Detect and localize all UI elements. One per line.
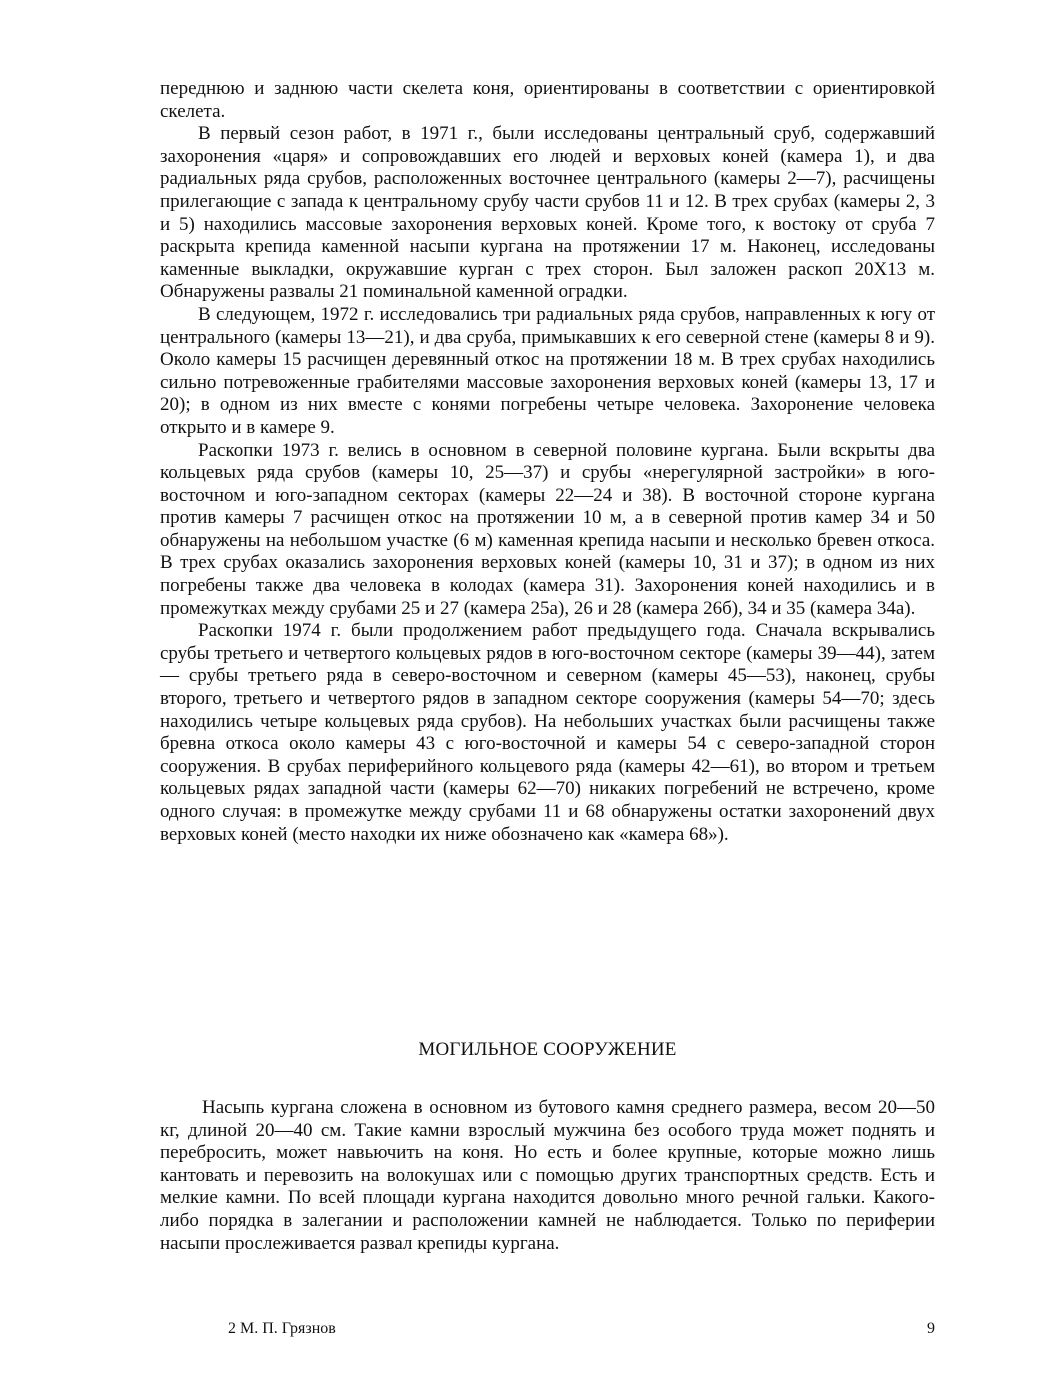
page-number: 9 xyxy=(927,1320,935,1337)
main-text-column xyxy=(160,78,935,846)
paragraph-1971-season: В первый сезон работ, в 1971 г., были исследованы центральный сруб, содержавший захоронения «царя» и сопровождавших его людей и верховых коней (камера 1), и два радиальных ряда срубов, расположенных восточнее центрального (камеры 2—7), расчищены прилегающие с запада к центральному срубу части срубов 11 и 12. В трех срубах (камеры 2, 3 и 5) находились массовые захоронения верховых коней. Кроме того, к востоку от сруба 7 раскрыта крепида каменной насыпи кургана на протяжении 17 м. Наконец, исследованы каменные выкладки, окружавшие курган с трех сторон. Был заложен раскоп 20Х13 м. Обнаружены развалы 21 поминальной каменной оградки. xyxy=(160,123,935,303)
paragraph-continuation: переднюю и заднюю части скелета коня, ориентированы в соответствии с ориентировкой скелета. xyxy=(160,78,935,122)
section-text xyxy=(160,1097,935,1255)
section-heading: МОГИЛЬНОЕ СООРУЖЕНИЕ xyxy=(418,1039,677,1060)
paragraph-mound-description: Насыпь кургана сложена в основном из бутового камня среднего размера, весом 20—50 кг, длиной 20—40 см. Такие камни взрослый мужчина без особого труда может поднять и перебросить, может навьючить на коня. Но есть и более крупные, которые можно лишь кантовать и перевозить на волокушах или с помощью других транспортных средств. Есть и мелкие камни. По всей площади кургана находится довольно много речной гальки. Какого-либо порядка в залегании и расположении камней не наблюдается. Только по периферии насыпи прослеживается развал крепиды кургана. xyxy=(160,1097,935,1254)
paragraph-1974-season: Раскопки 1974 г. были продолжением работ предыдущего года. Сначала вскрывались срубы третьего и четвертого кольцевых рядов в юго-восточном секторе (камеры 39—44), затем — срубы третьего ряда в северо-восточном и северном (камеры 45—53), наконец, срубы второго, третьего и четвертого рядов в западном секторе сооружения (камеры 54—70; здесь находились четыре кольцевых ряда срубов). На небольших участках были расчищены также бревна откоса около камеры 43 с юго-восточной и камеры 54 с северо-западной сторон сооружения. В срубах периферийного кольцевого ряда (камеры 42—61), во втором и третьем кольцевых рядах западной части (камеры 62—70) никаких погребений не встречено, кроме одного случая: в промежутке между срубами 11 и 68 обнаружены остатки захоронений двух верховых коней (место находки их ниже обозначено как «камера 68»). xyxy=(160,620,935,845)
footer-signature: 2 М. П. Грязнов xyxy=(228,1320,336,1337)
paragraph-1972-season: В следующем, 1972 г. исследовались три радиальных ряда срубов, направленных к югу от центрального (камеры 13—21), и два сруба, примыкавших к его северной стене (камеры 8 и 9). Около камеры 15 расчищен деревянный откос на протяжении 18 м. В трех срубах находились сильно потревоженные грабителями массовые захоронения верховых коней (камеры 13, 17 и 20); в одном из них вместе с конями погребены четыре человека. Захоронение человека открыто и в камере 9. xyxy=(160,303,935,438)
paragraph-1973-season: Раскопки 1973 г. велись в основном в северной половине кургана. Были вскрыты два кольцевых ряда срубов (камеры 10, 25—37) и срубы «нерегулярной застройки» в юго-восточном и юго-западном секторах (камеры 22—24 и 38). В восточной стороне кургана против камеры 7 расчищен откос на протяжении 10 м, а в северной против камер 34 и 50 обнаружены на небольшом участке (6 м) каменная крепида насыпи и несколько бревен откоса. В трех срубах оказались захоронения верховых коней (камеры 10, 31 и 37); в одном из них погребены также два человека в колодах (камера 31). Захоронения коней находились и в промежутках между срубами 25 и 27 (камера 25а), 26 и 28 (камера 26б), 34 и 35 (камера 34а). xyxy=(160,439,935,619)
